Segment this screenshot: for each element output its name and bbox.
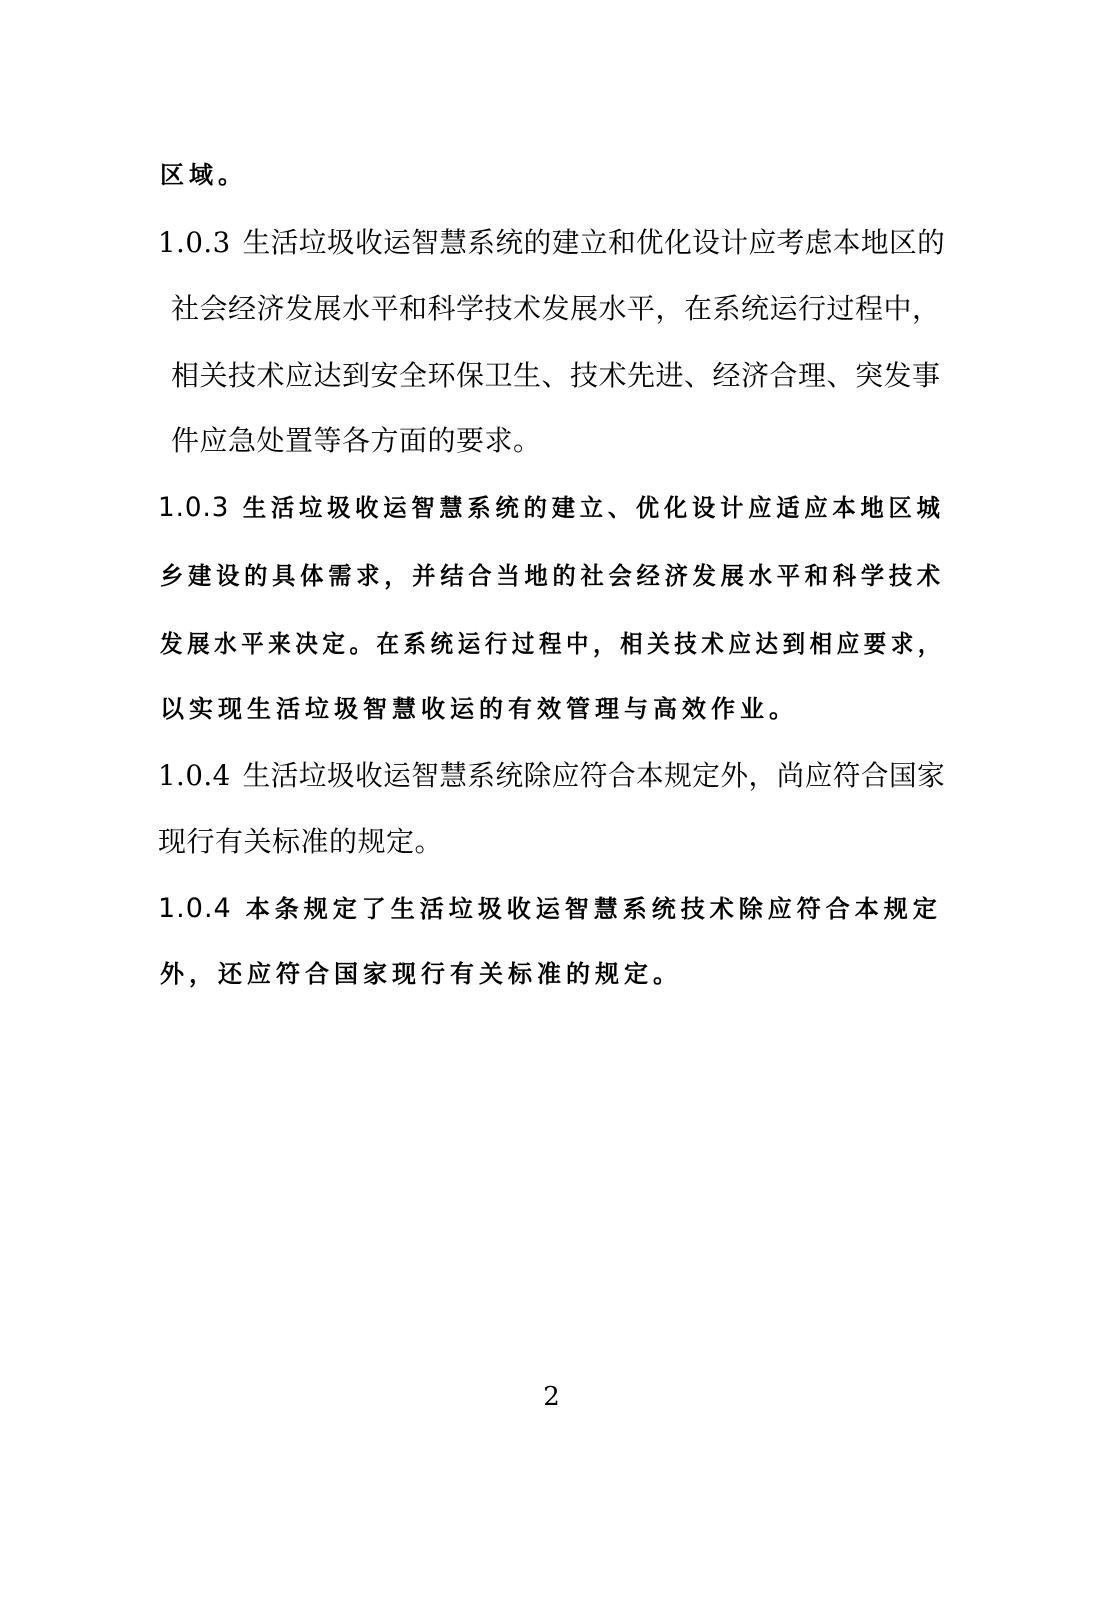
clause-1-0-3-line-4 <box>171 424 542 457</box>
text-line: 外，还应符合国家现行有关标准的规定。 <box>160 960 682 988</box>
clause-1-0-3-line-2 <box>171 292 941 325</box>
text-line: 生活垃圾收运智慧系统的建立、优化设计应适应本地区城 <box>242 494 945 522</box>
text-line: 生活垃圾收运智慧系统的建立和优化设计应考虑本地区的 <box>242 226 946 259</box>
clause-number: 1.0.4 <box>158 893 232 924</box>
explanation-1-0-3 <box>158 494 945 521</box>
clause-number: 1.0.3 <box>158 492 230 523</box>
text-line: 乡建设的具体需求，并结合当地的社会经济发展水平和科学技术 <box>160 562 945 590</box>
text-line: 相关技术应达到安全环保卫生、技术先进、经济合理、突发事 <box>171 359 941 392</box>
clause-1-0-3-line-3 <box>171 359 941 392</box>
clause-number: 1.0.3 <box>158 226 231 259</box>
text-line: 区域。 <box>160 161 247 189</box>
explanation-1-0-4-line-2 <box>160 962 682 986</box>
text-line: 件应急处置等各方面的要求。 <box>171 424 542 457</box>
clause-1-0-4 <box>158 759 946 792</box>
text-line: 本条规定了生活垃圾收运智慧系统技术除应符合本规定 <box>245 895 942 923</box>
explanation-continuation <box>160 163 247 187</box>
clause-1-0-4-line-2 <box>158 825 444 858</box>
text-line: 生活垃圾收运智慧系统除应符合本规定外，尚应符合国家 <box>242 759 946 792</box>
explanation-1-0-3-line-2 <box>160 564 945 588</box>
page-number: 2 <box>543 1382 560 1412</box>
explanation-1-0-4 <box>158 895 942 922</box>
clause-number: 1.0.4 <box>158 759 231 792</box>
text-line: 社会经济发展水平和科学技术发展水平，在系统运行过程中， <box>171 292 941 325</box>
explanation-1-0-3-line-3 <box>160 632 945 656</box>
explanation-1-0-3-line-4 <box>160 697 798 721</box>
clause-1-0-3 <box>158 226 946 259</box>
text-line: 以实现生活垃圾智慧收运的有效管理与高效作业。 <box>160 695 798 723</box>
text-line: 发展水平来决定。在系统运行过程中，相关技术应达到相应要求， <box>160 630 945 658</box>
text-line: 现行有关标准的规定。 <box>158 825 444 858</box>
